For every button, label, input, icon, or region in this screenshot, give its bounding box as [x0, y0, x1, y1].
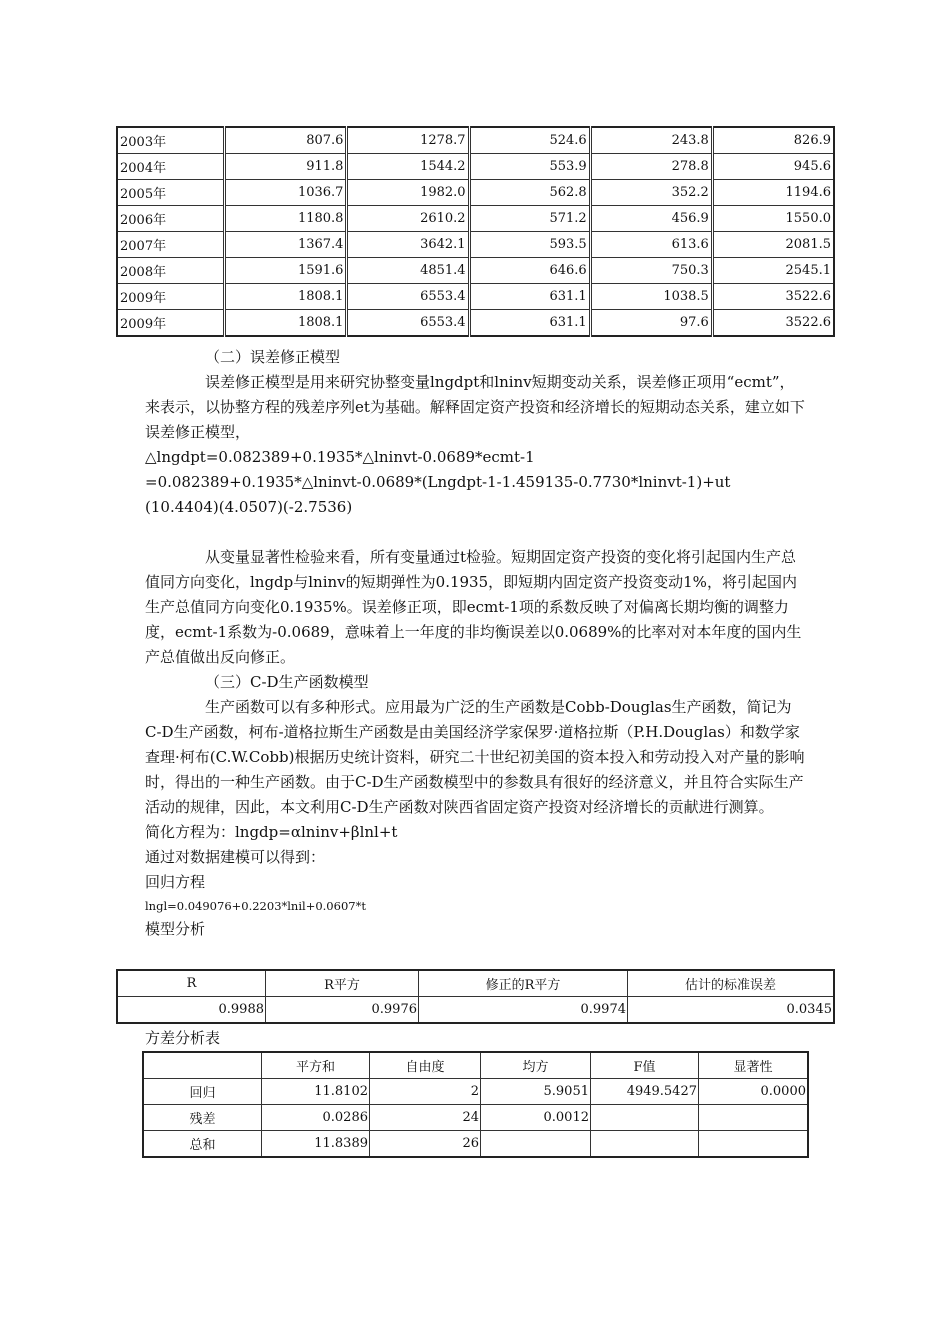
value-cell: 243.8 [590, 127, 712, 154]
value-cell: 11.8389 [262, 1131, 370, 1158]
ecm-equation-1: △lngdpt=0.082389+0.1935*△lninvt-0.0689*ecmt-1 [145, 448, 535, 466]
header-cell: F值 [591, 1052, 699, 1079]
value-cell: 26 [370, 1131, 481, 1158]
table-row [117, 258, 834, 284]
value-cell: 456.9 [590, 206, 712, 232]
value-cell: 0.0012 [481, 1105, 591, 1131]
value-cell: 1808.1 [225, 310, 347, 337]
value-cell: 11.8102 [262, 1079, 370, 1105]
row-label: 总和 [143, 1131, 262, 1158]
table-row [117, 997, 834, 1024]
year-cell: 2007年 [117, 232, 225, 258]
anova-table [142, 1051, 809, 1158]
row-label: 回归 [143, 1079, 262, 1105]
value-cell: 1180.8 [225, 206, 347, 232]
ecm-analysis-paragraph: 从变量显著性检验来看，所有变量通过t检验。短期固定资产投资的变化将引起国内生产总值同方向变化，lngdp与lninv的短期弹性为0.1935，即短期内固定资产投资变动1%，将引起国内生产总值同方向变化0.1935%。误差修正项，即ecmt-1项的系数反映了对偏离长期均衡的调整力度，ecmt-1系数为-0.0689，意味着上一年度的非均衡误差以0.0689%的比率对对本年度的国内生产总值做出反向修正。 [145, 548, 802, 666]
value-cell: 553.9 [469, 154, 590, 180]
value-cell: 4851.4 [347, 258, 469, 284]
value-cell: 593.5 [469, 232, 590, 258]
value-cell: 0.9974 [419, 997, 628, 1024]
value-cell: 1278.7 [347, 127, 469, 154]
value-cell: 826.9 [712, 127, 834, 154]
value-cell [591, 1105, 699, 1131]
value-cell: 0.0286 [262, 1105, 370, 1131]
value-cell: 0.0345 [628, 997, 835, 1024]
year-cell: 2008年 [117, 258, 225, 284]
table-row [117, 127, 834, 154]
table-row [117, 310, 834, 337]
value-cell: 1036.7 [225, 180, 347, 206]
value-cell: 5.9051 [481, 1079, 591, 1105]
section-heading-ecm: （二）误差修正模型 [205, 348, 341, 366]
value-cell: 1550.0 [712, 206, 834, 232]
value-cell: 571.2 [469, 206, 590, 232]
value-cell: 2 [370, 1079, 481, 1105]
table-row [117, 206, 834, 232]
value-cell: 3642.1 [347, 232, 469, 258]
value-cell: 613.6 [590, 232, 712, 258]
table-row [117, 154, 834, 180]
value-cell: 3522.6 [712, 284, 834, 310]
value-cell: 1544.2 [347, 154, 469, 180]
value-cell [481, 1131, 591, 1158]
model-summary-table [116, 969, 835, 1024]
cd-intro-paragraph: 生产函数可以有多种形式。应用最为广泛的生产函数是Cobb-Douglas生产函数，简记为C-D生产函数，柯布-道格拉斯生产函数是由美国经济学家保罗·道格拉斯（P.H.Douglas）和数学家查理·柯布(C.W.Cobb)根据历史统计资料，研究二十世纪初美国的资本投入和劳动投入对产量的影响时，得出的一种生产函数。由于C-D生产函数模型中的参数具有很好的经济意义，并且符合实际生产活动的规律，因此，本文利用C-D生产函数对陕西省固定资产投资对经济增长的贡献进行测算。 [145, 698, 805, 816]
row-label: 残差 [143, 1105, 262, 1131]
table-row [143, 1105, 808, 1131]
value-cell: 631.1 [469, 310, 590, 337]
ecm-intro-paragraph: 误差修正模型是用来研究协整变量lngdpt和lninv短期变动关系，误差修正项用“ecmt”，来表示，以协整方程的残差序列et为基础。解释固定资产投资和经济增长的短期动态关系，建立如下误差修正模型， [145, 373, 805, 441]
header-cell: 均方 [481, 1052, 591, 1079]
value-cell [699, 1105, 809, 1131]
value-cell: 1591.6 [225, 258, 347, 284]
header-cell: 自由度 [370, 1052, 481, 1079]
value-cell: 97.6 [590, 310, 712, 337]
data-table-years [116, 126, 835, 337]
table-row [117, 284, 834, 310]
value-cell: 352.2 [590, 180, 712, 206]
year-cell: 2004年 [117, 154, 225, 180]
year-cell: 2006年 [117, 206, 225, 232]
anova-label: 方差分析表 [145, 1029, 221, 1047]
header-cell: R平方 [266, 970, 419, 997]
regression-equation: lngl=0.049076+0.2203*lnil+0.0607*t [145, 899, 366, 913]
year-cell: 2009年 [117, 284, 225, 310]
value-cell: 2081.5 [712, 232, 834, 258]
table-row [143, 1079, 808, 1105]
header-cell: 估计的标准误差 [628, 970, 835, 997]
value-cell: 1038.5 [590, 284, 712, 310]
value-cell: 945.6 [712, 154, 834, 180]
table-row [143, 1131, 808, 1158]
value-cell: 1367.4 [225, 232, 347, 258]
value-cell [699, 1131, 809, 1158]
value-cell: 1808.1 [225, 284, 347, 310]
value-cell: 631.1 [469, 284, 590, 310]
simplified-equation: 简化方程为：lngdp=αlninv+βlnl+t [145, 823, 398, 841]
value-cell: 4949.5427 [591, 1079, 699, 1105]
value-cell: 6553.4 [347, 284, 469, 310]
ecm-t-statistics: (10.4404)(4.0507)(-2.7536) [145, 498, 353, 516]
table-header-row [143, 1052, 808, 1079]
header-cell: R [117, 970, 266, 997]
value-cell: 0.0000 [699, 1079, 809, 1105]
value-cell: 278.8 [590, 154, 712, 180]
value-cell: 1982.0 [347, 180, 469, 206]
table-row [117, 232, 834, 258]
value-cell: 750.3 [590, 258, 712, 284]
header-cell: 显著性 [699, 1052, 809, 1079]
modeling-line: 通过对数据建模可以得到： [145, 848, 326, 866]
anova-caption [145, 1026, 805, 1051]
value-cell: 6553.4 [347, 310, 469, 337]
value-cell: 807.6 [225, 127, 347, 154]
header-cell [143, 1052, 262, 1079]
year-cell: 2009年 [117, 310, 225, 337]
value-cell: 3522.6 [712, 310, 834, 337]
header-cell: 平方和 [262, 1052, 370, 1079]
value-cell [591, 1131, 699, 1158]
value-cell: 0.9988 [117, 997, 266, 1024]
header-cell: 修正的R平方 [419, 970, 628, 997]
ecm-equation-2: =0.082389+0.1935*△lninvt-0.0689*(Lngdpt-1-1.459135-0.7730*lninvt-1)+ut [145, 473, 731, 491]
year-cell: 2003年 [117, 127, 225, 154]
blank-line [145, 520, 805, 545]
table-header-row [117, 970, 834, 997]
value-cell: 1194.6 [712, 180, 834, 206]
section-heading-cd: （三）C-D生产函数模型 [205, 673, 369, 691]
value-cell: 0.9976 [266, 997, 419, 1024]
table-row [117, 180, 834, 206]
value-cell: 911.8 [225, 154, 347, 180]
model-analysis-label: 模型分析 [145, 920, 206, 938]
value-cell: 2545.1 [712, 258, 834, 284]
value-cell: 646.6 [469, 258, 590, 284]
value-cell: 562.8 [469, 180, 590, 206]
body-text [145, 345, 805, 942]
value-cell: 2610.2 [347, 206, 469, 232]
regression-label: 回归方程 [145, 873, 206, 891]
year-cell: 2005年 [117, 180, 225, 206]
value-cell: 24 [370, 1105, 481, 1131]
value-cell: 524.6 [469, 127, 590, 154]
